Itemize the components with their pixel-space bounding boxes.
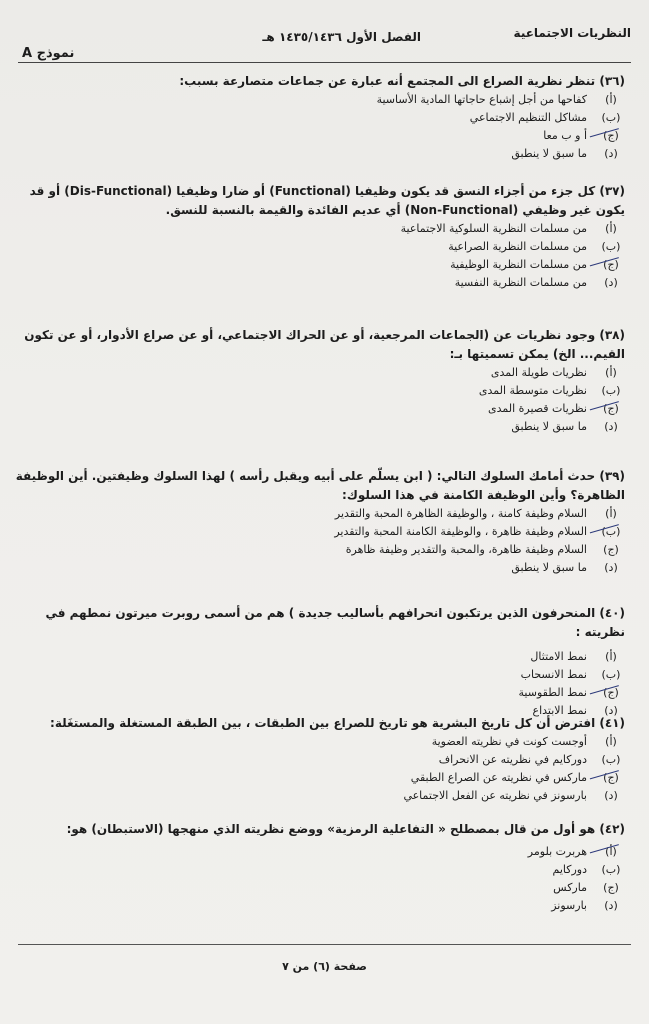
answer-tick-mark bbox=[590, 401, 622, 422]
option-a[interactable] bbox=[14, 650, 625, 668]
option-text: من مسلمات النظرية السلوكية الاجتماعية bbox=[400, 222, 587, 235]
semester-label: الفصل الأول ١٤٣٥/١٤٣٦ هـ bbox=[262, 30, 421, 44]
option-letter: (أ) bbox=[605, 366, 617, 379]
option-a[interactable] bbox=[14, 366, 625, 384]
option-letter: (د) bbox=[604, 276, 618, 289]
option-text: السلام وظيفة كامنة ، والوظيفة الظاهرة المحبة والتقدير bbox=[334, 507, 587, 520]
question-stem: (٣٨) وجود نظريات عن (الجماعات المرجعية، أو عن الحراك الاجتماعي، أو عن صراع الأدوار، أو عن تكون القيم... الخ) يمكن تسميتها بـ: bbox=[24, 328, 625, 361]
option-b[interactable] bbox=[14, 384, 625, 402]
option-letter: (ج) bbox=[603, 881, 619, 894]
option-text: السلام وظيفة ظاهرة ، والوظيفة الكامنة المحبة والتقدير bbox=[334, 525, 587, 538]
option-text: ماركس في نظريته عن الصراع الطبقي bbox=[410, 771, 587, 784]
option-letter: (ب) bbox=[601, 863, 621, 876]
answer-tick-mark bbox=[590, 128, 622, 149]
option-letter: (أ) bbox=[605, 222, 617, 235]
option-letter: (أ) bbox=[605, 735, 617, 748]
option-letter: (د) bbox=[604, 704, 618, 717]
option-letter: (د) bbox=[604, 899, 618, 912]
answer-tick-mark bbox=[590, 524, 622, 545]
option-letter: (د) bbox=[604, 147, 618, 160]
option-text: دوركايم في نظريته عن الانحراف bbox=[438, 753, 587, 766]
option-letter: (ج) bbox=[603, 129, 619, 142]
options-list bbox=[14, 650, 625, 722]
options-list bbox=[14, 845, 625, 917]
option-text: هربرت بلومر bbox=[527, 845, 587, 858]
option-b[interactable] bbox=[14, 525, 625, 543]
option-letter: (ج) bbox=[603, 771, 619, 784]
option-text: بارسونز في نظريته عن الفعل الاجتماعي bbox=[403, 789, 587, 802]
answer-tick-mark bbox=[590, 844, 622, 865]
option-d[interactable] bbox=[14, 789, 625, 807]
question-36 bbox=[14, 72, 625, 165]
options-list bbox=[14, 222, 625, 294]
question-stem: (٣٩) حدث أمامك السلوك التالي: ( ابن يسلّم على أبيه ويقبل رأسه ) لهذا السلوك وظيفتين. أين الوظيفة الظاهرة؟ وأين الوظيفة الكامنة في هذا السلوك: bbox=[15, 469, 625, 502]
question-stem: (٤١) افترض أن كل تاريخ البشرية هو تاريخ للصراع بين الطبقات ، بين الطبقة المستغلة والمستغَلة: bbox=[50, 716, 625, 730]
option-letter: (ب) bbox=[601, 525, 621, 538]
option-text: ماركس bbox=[553, 881, 587, 894]
option-letter: (ج) bbox=[603, 258, 619, 271]
question-39 bbox=[14, 467, 625, 579]
option-b[interactable] bbox=[14, 111, 625, 129]
option-text: نظريات متوسطة المدى bbox=[478, 384, 587, 397]
question-42 bbox=[14, 820, 625, 917]
answer-tick-mark bbox=[590, 685, 622, 706]
option-text: نظريات قصيرة المدى bbox=[487, 402, 587, 415]
option-text: ما سبق لا ينطبق bbox=[511, 147, 587, 160]
question-stem: (٤٠) المنحرفون الذين يرتكبون انحرافهم بأساليب جديدة ) هم من أسمى روبرت ميرتون نمطهم في نظريته : bbox=[45, 606, 625, 639]
option-c[interactable] bbox=[14, 771, 625, 789]
option-text: نمط الابتداع bbox=[532, 704, 587, 717]
option-text: ما سبق لا ينطبق bbox=[511, 561, 587, 574]
option-letter: (ب) bbox=[601, 668, 621, 681]
option-letter: (ب) bbox=[601, 240, 621, 253]
course-title: النظريات الاجتماعية bbox=[513, 26, 631, 40]
option-letter: (ب) bbox=[601, 384, 621, 397]
option-b[interactable] bbox=[14, 863, 625, 881]
option-text: من مسلمات النظرية الصراعية bbox=[448, 240, 587, 253]
option-a[interactable] bbox=[14, 845, 625, 863]
option-c[interactable] bbox=[14, 258, 625, 276]
question-stem: (٣٦) تنظر نظرية الصراع الى المجتمع أنه عبارة عن جماعات متصارعة بسبب: bbox=[179, 74, 625, 88]
model-label: نموذج A bbox=[22, 46, 75, 61]
option-letter: (أ) bbox=[605, 650, 617, 663]
question-40 bbox=[14, 604, 625, 722]
option-text: ما سبق لا ينطبق bbox=[511, 420, 587, 433]
option-text: أوجست كونت في نظريته العضوية bbox=[431, 735, 587, 748]
option-text: من مسلمات النظرية الوظيفية bbox=[450, 258, 587, 271]
options-list bbox=[14, 366, 625, 438]
page-number: صفحة (٦) من ٧ bbox=[282, 960, 367, 973]
option-d[interactable] bbox=[14, 147, 625, 165]
option-letter: (ج) bbox=[603, 402, 619, 415]
option-text: مشاكل التنظيم الاجتماعي bbox=[469, 111, 587, 124]
option-letter: (ب) bbox=[601, 753, 621, 766]
option-b[interactable] bbox=[14, 753, 625, 771]
option-text: أ و ب معا bbox=[543, 129, 587, 142]
option-a[interactable] bbox=[14, 735, 625, 753]
options-list bbox=[14, 507, 625, 579]
option-c[interactable] bbox=[14, 686, 625, 704]
option-letter: (ج) bbox=[603, 686, 619, 699]
question-41 bbox=[14, 714, 625, 807]
options-list bbox=[14, 93, 625, 165]
option-c[interactable] bbox=[14, 881, 625, 899]
option-a[interactable] bbox=[14, 222, 625, 240]
option-letter: (ج) bbox=[603, 543, 619, 556]
option-letter: (د) bbox=[604, 789, 618, 802]
option-c[interactable] bbox=[14, 402, 625, 420]
option-letter: (ب) bbox=[601, 111, 621, 124]
option-c[interactable] bbox=[14, 129, 625, 147]
option-text: كفاحها من أجل إشباع حاجاتها المادية الأساسية bbox=[376, 93, 587, 106]
page-header bbox=[18, 18, 631, 61]
option-text: من مسلمات النظرية النفسية bbox=[454, 276, 587, 289]
answer-tick-mark bbox=[590, 257, 622, 278]
option-text: نمط الامتثال bbox=[530, 650, 587, 663]
option-letter: (أ) bbox=[605, 845, 617, 858]
option-b[interactable] bbox=[14, 668, 625, 686]
answer-tick-mark bbox=[590, 770, 622, 791]
option-letter: (د) bbox=[604, 420, 618, 433]
option-b[interactable] bbox=[14, 240, 625, 258]
option-a[interactable] bbox=[14, 507, 625, 525]
question-37 bbox=[14, 182, 625, 294]
question-stem: (٣٧) كل جزء من أجزاء النسق قد يكون وظيفيا (Functional) أو ضارا وظيفيا (Dis-Functional) أو قد يكون غير وظيفي (Non-Functional) أي عديم الفائدة والقيمة بالنسبة للنسق. bbox=[29, 184, 625, 217]
option-text: دوركايم bbox=[552, 863, 587, 876]
option-c[interactable] bbox=[14, 543, 625, 561]
question-stem: (٤٢) هو أول من قال بمصطلح « التفاعلية الرمزية» ووضع نظريته الذي منهجها (الاستبطان) هو: bbox=[66, 822, 625, 836]
option-text: نمط الانسحاب bbox=[520, 668, 587, 681]
option-d[interactable] bbox=[14, 276, 625, 294]
footer-divider bbox=[18, 944, 631, 945]
option-d[interactable] bbox=[14, 420, 625, 438]
option-a[interactable] bbox=[14, 93, 625, 111]
option-d[interactable] bbox=[14, 561, 625, 579]
option-text: السلام وظيفة ظاهرة، والمحبة والتقدير وظيفة ظاهرة bbox=[345, 543, 587, 556]
option-letter: (أ) bbox=[605, 93, 617, 106]
option-letter: (د) bbox=[604, 561, 618, 574]
options-list bbox=[14, 735, 625, 807]
option-text: بارسونز bbox=[551, 899, 587, 912]
option-letter: (أ) bbox=[605, 507, 617, 520]
option-d[interactable] bbox=[14, 899, 625, 917]
header-divider bbox=[18, 62, 631, 63]
question-38 bbox=[14, 326, 625, 438]
option-text: نظريات طويلة المدى bbox=[490, 366, 587, 379]
option-text: نمط الطقوسية bbox=[518, 686, 587, 699]
